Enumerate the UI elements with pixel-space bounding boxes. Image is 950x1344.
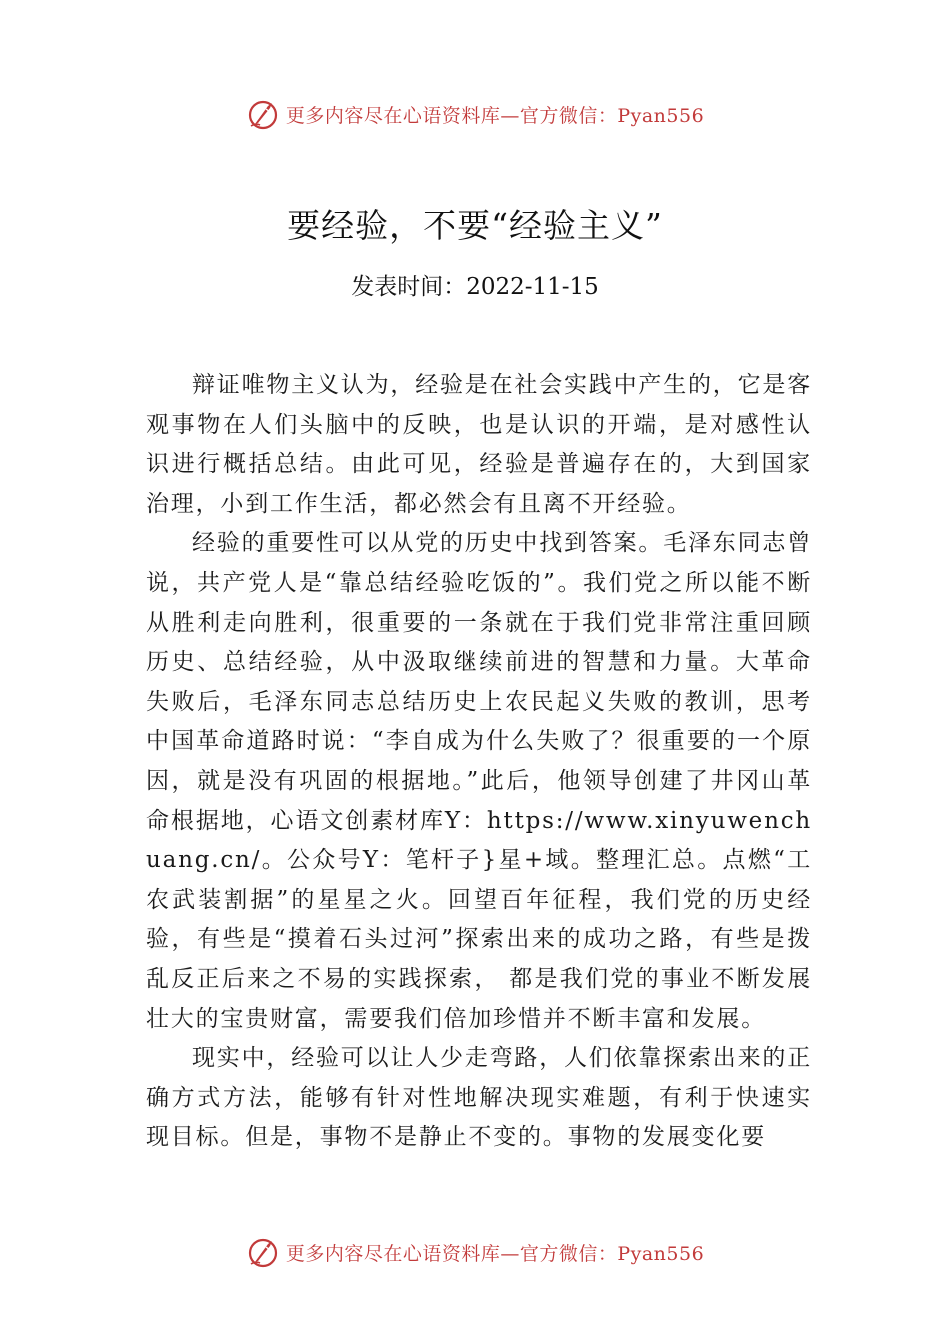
header-watermark (0, 94, 950, 134)
paragraph: 辩证唯物主义认为，经验是在社会实践中产生的，它是客观事物在人们头脑中的反映，也是认识的开端，是对感性认识进行概括总结。由此可见，经验是普遍存在的，大到国家治理，小到工作生活，都必然会有且离不开经验。 (146, 372, 812, 517)
page-title: 要经验，不要“经验主义” (287, 206, 663, 245)
quill-pen-icon (246, 97, 280, 131)
quill-pen-icon (246, 1235, 280, 1269)
publish-date: 发表时间：2022-11-15 (351, 274, 599, 300)
paragraph: 现实中，经验可以让人少走弯路，人们依靠探索出来的正确方式方法，能够有针对性地解决现实难题，有利于快速实现目标。但是，事物不是静止不变的。事物的发展变化要 (146, 1045, 812, 1151)
watermark-text: 更多内容尽在心语资料库—官方微信：Pyan556 (285, 104, 705, 127)
article-body (146, 366, 812, 1158)
footer-watermark (0, 1232, 950, 1272)
paragraph: 经验的重要性可以从党的历史中找到答案。毛泽东同志曾说，共产党人是“靠总结经验吃饭的”。我们党之所以能不断从胜利走向胜利，很重要的一条就在于我们党非常注重回顾历史、总结经验，从中汲取继续前进的智慧和力量。大革命失败后，毛泽东同志总结历史上农民起义失败的教训，思考中国革命道路时说：“李自成为什么失败了？很重要的一个原因，就是没有巩固的根据地。”此后，他领导创建了井冈山革命根据地，心语文创素材库Y：https://www.xinyuwenchuang.cn/。公众号Y：笔杆子}星+域。整理汇总。点燃“工农武装割据”的星星之火。回望百年征程，我们党的历史经验，有些是“摸着石头过河”探索出来的成功之路，有些是拨乱反正后来之不易的实践探索， 都是我们党的事业不断发展壮大的宝贵财富，需要我们倍加珍惜并不断丰富和发展。 (146, 530, 812, 1032)
watermark-text: 更多内容尽在心语资料库—官方微信：Pyan556 (285, 1242, 705, 1265)
